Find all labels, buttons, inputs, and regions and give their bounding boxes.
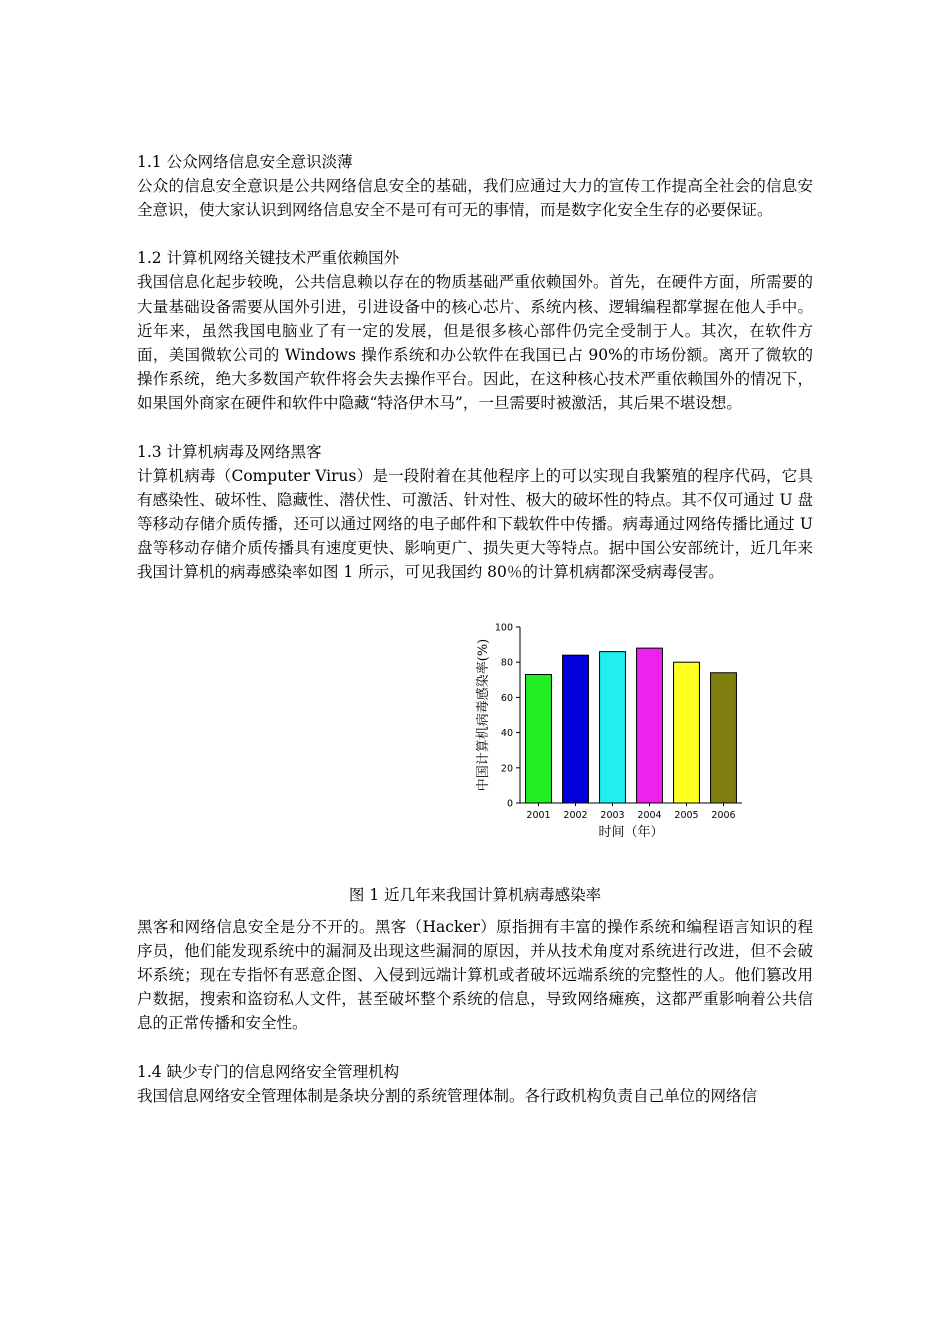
section-heading-1-1: 1.1 公众网络信息安全意识淡薄 bbox=[137, 153, 353, 171]
section-heading-1-2: 1.2 计算机网络关键技术严重依赖国外 bbox=[137, 249, 400, 268]
x-tick-label: 2006 bbox=[711, 809, 736, 821]
section-heading-1-4: 1.4 缺少专门的信息网络安全管理机构 bbox=[137, 1062, 400, 1081]
bar-2006 bbox=[711, 672, 737, 802]
virus-infection-bar-chart bbox=[337, 607, 757, 857]
x-axis-title: 时间（年） bbox=[598, 824, 664, 840]
hacker-paragraph: 黑客和网络信息安全是分不开的。黑客（Hacker）原指拥有丰富的操作系统和编程语言知识的程序员，他们能发现系统中的漏洞及出现这些漏洞的原因，并从技术角度对系统进行改进，但不会破坏系统；现在专指怀有恶意企图、入侵到远端计算机或者破坏远端系统的完整性的人。他们篡改用户数据，搜索和盗窃私人文件，甚至破坏整个系统的信息，导致网络瘫痪，这都严重影响着公共信息的正常传播和安全性。 bbox=[137, 917, 813, 1033]
figure-caption: 图 1 近几年来我国计算机病毒感染率 bbox=[348, 885, 602, 904]
document-body bbox=[137, 150, 813, 1108]
x-tick-label: 2005 bbox=[674, 809, 699, 821]
y-tick-label: 60 bbox=[500, 692, 513, 704]
x-tick-label: 2001 bbox=[526, 809, 551, 821]
section-paragraph-1-3: 计算机病毒（Computer Virus）是一段附着在其他程序上的可以实现自我繁殖的程序代码，它具有感染性、破坏性、隐藏性、潜伏性、可激活、针对性、极大的破坏性的特点。其不仅可通过 U 盘等移动存储介质传播，还可以通过网络的电子邮件和下载软件中传播。病毒通过网络传播比通过 U 盘等移动存储介质传播具有速度更快、影响更广、损失更大等特点。据中国公安部统计，近几年来我国计算机的病毒感染率如图 1 所示，可见我国约 80％的计算机病都深受病毒侵害。 bbox=[137, 466, 813, 582]
section-heading-1-3: 1.3 计算机病毒及网络黑客 bbox=[137, 442, 322, 461]
y-tick-label: 40 bbox=[500, 727, 513, 739]
y-tick-label: 100 bbox=[494, 622, 513, 634]
y-axis-title: 中国计算机病毒感染率(%) bbox=[476, 638, 491, 791]
section-paragraph-1-2: 我国信息化起步较晚，公共信息赖以存在的物质基础严重依赖国外。首先，在硬件方面，所需要的大量基础设备需要从国外引进，引进设备中的核心芯片、系统内核、逻辑编程都掌握在他人手中。近年来，虽然我国电脑业了有一定的发展，但是很多核心部件仍完全受制于人。其次，在软件方面，美国微软公司的 Windows 操作系统和办公软件在我国已占 90%的市场份额。离开了微软的操作系统，绝大多数国产软件将会失去操作平台。因此，在这种核心技术严重依赖国外的情况下，如果国外商家在硬件和软件中隐藏“特洛伊木马”，一旦需要时被激活，其后果不堪设想。 bbox=[137, 273, 813, 413]
x-tick-label: 2002 bbox=[563, 809, 588, 821]
section-paragraph-1-1: 公众的信息安全意识是公共网络信息安全的基础，我们应通过大力的宣传工作提高全社会的信息安全意识，使大家认识到网络信息安全不是可有可无的事情，而是数字化安全生存的必要保证。 bbox=[137, 177, 813, 220]
bar-2002 bbox=[563, 655, 589, 803]
bar-2003 bbox=[600, 651, 626, 802]
figure-1 bbox=[137, 585, 813, 915]
x-tick-label: 2004 bbox=[637, 809, 662, 821]
section-paragraph-1-4: 我国信息网络安全管理体制是条块分割的系统管理体制。各行政机构负责自己单位的网络信 bbox=[137, 1086, 758, 1105]
bar-2001 bbox=[526, 674, 552, 802]
bar-2004 bbox=[637, 648, 663, 803]
y-tick-label: 80 bbox=[500, 657, 513, 669]
bar-2005 bbox=[674, 662, 700, 803]
y-tick-label: 0 bbox=[506, 798, 513, 810]
y-tick-label: 20 bbox=[500, 762, 513, 774]
x-tick-label: 2003 bbox=[600, 809, 625, 821]
